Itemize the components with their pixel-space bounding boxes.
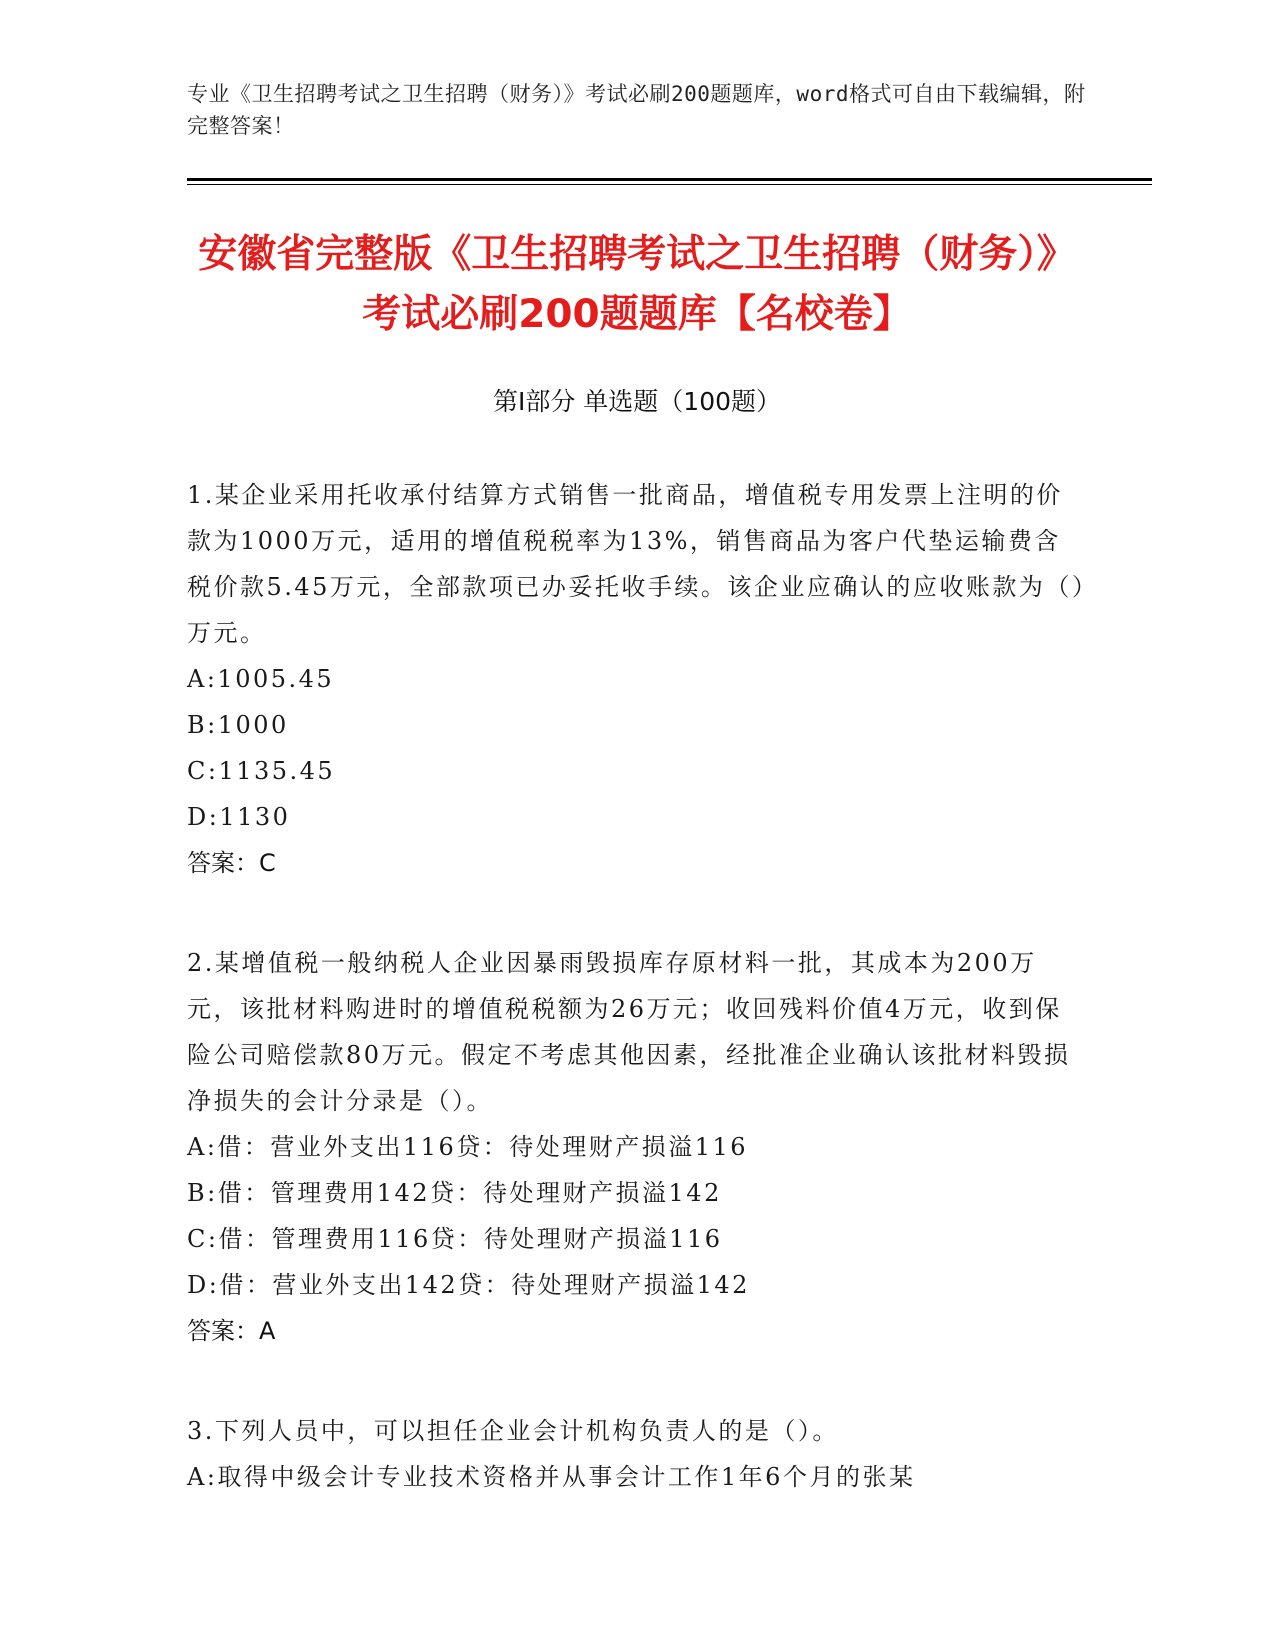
- question-stem: 2.某增值税一般纳税人企业因暴雨毁损库存原材料一批，其成本为200万元，该批材料购进时的增值税税额为26万元；收回残料价值4万元，收到保险公司赔偿款80万元。假定不考虑其他因素，经批准企业确认该批材料毁损净损失的会计分录是（）。: [187, 949, 1071, 1115]
- header-divider-thick: [187, 178, 1152, 181]
- question-stem: 1.某企业采用托收承付结算方式销售一批商品，增值税专用发票上注明的价款为1000万元，适用的增值税税率为13%，销售商品为客户代垫运输费含税价款5.45万元，全部款项已办妥托收手续。该企业应确认的应收账款为（）万元。: [187, 481, 1087, 647]
- question-3: [187, 1408, 1087, 1500]
- answer-label: 答案：A: [187, 1317, 276, 1345]
- header-note: 专业《卫生招聘考试之卫生招聘（财务）》考试必刷200题题库，word格式可自由下载编辑，附完整答案！: [187, 82, 1086, 138]
- option-a: A:1005.45: [187, 665, 335, 693]
- section-heading: 第I部分 单选题（100题）: [492, 387, 782, 416]
- option-a: A:借：营业外支出116贷：待处理财产损溢116: [187, 1133, 749, 1161]
- option-c: C:1135.45: [187, 757, 336, 785]
- option-d: D:1130: [187, 803, 291, 831]
- option-b: B:借：管理费用142贷：待处理财产损溢142: [187, 1179, 722, 1207]
- option-a: A:取得中级会计专业技术资格并从事会计工作1年6个月的张某: [187, 1463, 916, 1491]
- question-list: [187, 472, 1087, 1554]
- document-title: 安徽省完整版《卫生招聘考试之卫生招聘（财务）》考试必刷200题题库【名校卷】: [198, 232, 1076, 337]
- header-divider-thin: [187, 184, 1152, 185]
- answer-label: 答案：C: [187, 849, 276, 877]
- question-2: [187, 940, 1087, 1354]
- option-b: B:1000: [187, 711, 289, 739]
- option-c: C:借：管理费用116贷：待处理财产损溢116: [187, 1225, 723, 1253]
- question-1: [187, 472, 1087, 886]
- question-stem: 3.下列人员中，可以担任企业会计机构负责人的是（）。: [187, 1417, 839, 1445]
- option-d: D:借：营业外支出142贷：待处理财产损溢142: [187, 1271, 750, 1299]
